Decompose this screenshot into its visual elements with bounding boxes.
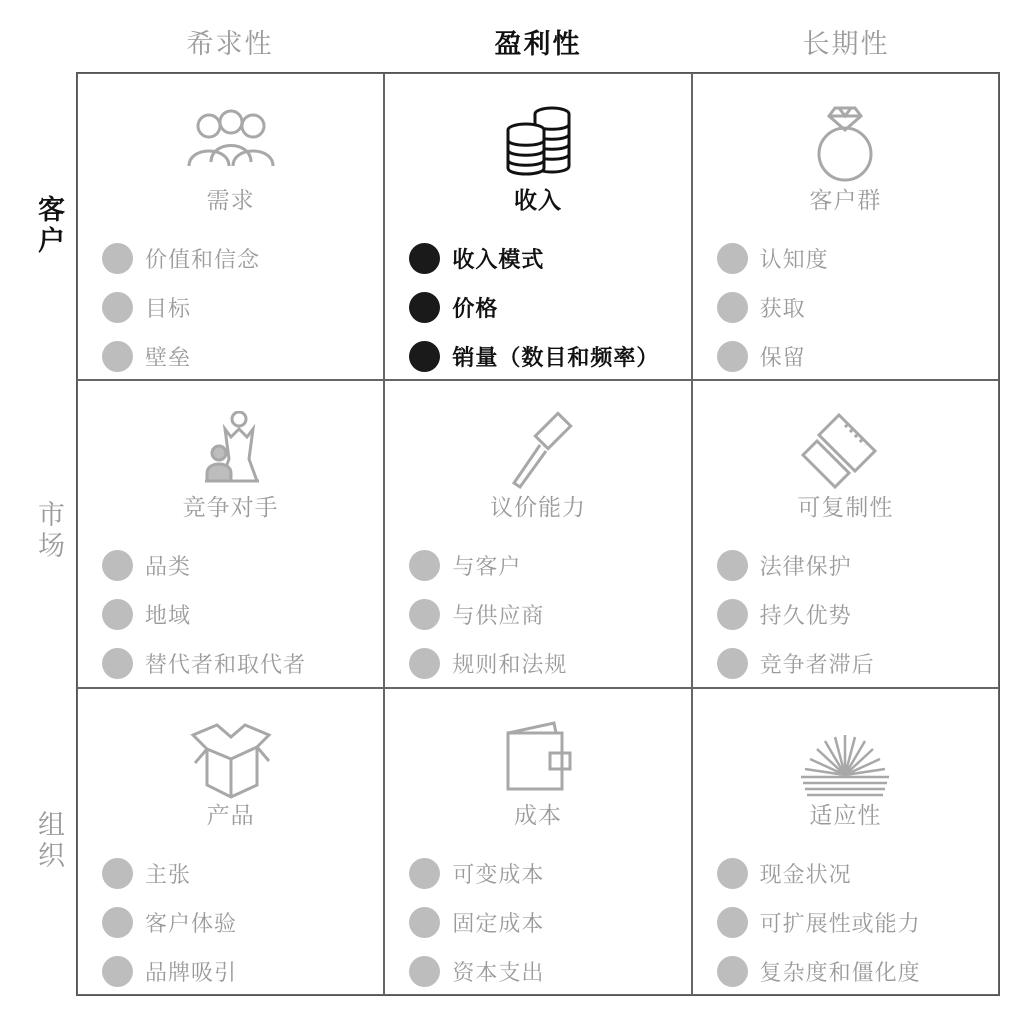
wallet-icon bbox=[488, 719, 588, 799]
bullet-dot bbox=[717, 292, 748, 323]
cell-demand bbox=[77, 73, 384, 380]
bullet-dot bbox=[102, 907, 133, 938]
chess-pieces-icon bbox=[181, 411, 281, 491]
list-item: 复杂度和僵化度 bbox=[717, 947, 921, 996]
bullet-dot bbox=[717, 550, 748, 581]
list-item: 销量（数目和频率） bbox=[409, 332, 659, 381]
list-item: 目标 bbox=[102, 283, 260, 332]
bullet-dot bbox=[717, 648, 748, 679]
bullet-dot bbox=[717, 858, 748, 889]
bullet-dot bbox=[102, 341, 133, 372]
bullet-dot bbox=[102, 243, 133, 274]
bullet-dot bbox=[409, 341, 440, 372]
list-item: 认知度 bbox=[717, 234, 829, 283]
bullet-dot bbox=[409, 599, 440, 630]
cell-title: 竞争对手 bbox=[182, 495, 279, 522]
cell-title: 适应性 bbox=[809, 802, 882, 829]
list-item: 资本支出 bbox=[409, 947, 544, 996]
row-header-market: 市场 bbox=[33, 500, 64, 562]
bullet-dot bbox=[409, 648, 440, 679]
cell-title: 可复制性 bbox=[797, 495, 894, 522]
cell-product bbox=[77, 688, 384, 995]
cell-title: 议价能力 bbox=[489, 495, 586, 522]
cell-adaptability bbox=[692, 688, 999, 995]
bullet-dot bbox=[717, 907, 748, 938]
bullet-dot bbox=[409, 243, 440, 274]
bullet-dot bbox=[102, 648, 133, 679]
bullet-dot bbox=[409, 550, 440, 581]
row-header-organization: 组织 bbox=[33, 810, 64, 872]
list-item: 替代者和取代者 bbox=[102, 639, 306, 688]
coin-stack-icon bbox=[488, 104, 588, 184]
bullet-dot bbox=[102, 599, 133, 630]
list-item: 价值和信念 bbox=[102, 234, 260, 283]
list-item: 竞争者滞后 bbox=[717, 639, 875, 688]
list-item: 品类 bbox=[102, 541, 306, 590]
list-item: 获取 bbox=[717, 283, 829, 332]
people-group-icon bbox=[181, 104, 281, 184]
list-item: 收入模式 bbox=[409, 234, 659, 283]
bullet-dot bbox=[717, 956, 748, 987]
column-header-longevity: 长期性 bbox=[802, 29, 890, 60]
cell-replicability bbox=[692, 380, 999, 687]
bullet-dot bbox=[409, 956, 440, 987]
list-item: 地域 bbox=[102, 590, 306, 639]
column-header-profitability: 盈利性 bbox=[494, 29, 582, 60]
list-item: 可变成本 bbox=[409, 849, 544, 898]
list-item: 法律保护 bbox=[717, 541, 875, 590]
bullet-dot bbox=[717, 599, 748, 630]
diamond-ring-icon bbox=[795, 104, 895, 184]
list-item: 主张 bbox=[102, 849, 237, 898]
copy-shapes-icon bbox=[795, 411, 895, 491]
bullet-dot bbox=[102, 858, 133, 889]
cell-cost bbox=[384, 688, 691, 995]
bullet-dot bbox=[717, 243, 748, 274]
list-item: 持久优势 bbox=[717, 590, 875, 639]
bullet-dot bbox=[102, 292, 133, 323]
cell-title: 产品 bbox=[206, 802, 255, 829]
cell-bargaining-power bbox=[384, 380, 691, 687]
gavel-icon bbox=[488, 411, 588, 491]
cell-title: 需求 bbox=[206, 188, 255, 214]
list-item: 保留 bbox=[717, 332, 829, 381]
cell-revenue bbox=[384, 73, 691, 380]
sunburst-icon bbox=[795, 719, 895, 799]
strategy-grid bbox=[76, 72, 1000, 996]
list-item: 可扩展性或能力 bbox=[717, 898, 921, 947]
list-item: 规则和法规 bbox=[409, 639, 567, 688]
list-item: 价格 bbox=[409, 283, 659, 332]
bullet-dot bbox=[102, 550, 133, 581]
list-item: 壁垒 bbox=[102, 332, 260, 381]
bullet-dot bbox=[102, 956, 133, 987]
bullet-dot bbox=[717, 341, 748, 372]
list-item: 现金状况 bbox=[717, 849, 921, 898]
list-item: 与供应商 bbox=[409, 590, 567, 639]
open-box-icon bbox=[181, 719, 281, 799]
cell-competitors bbox=[77, 380, 384, 687]
bullet-dot bbox=[409, 858, 440, 889]
list-item: 客户体验 bbox=[102, 898, 237, 947]
bullet-dot bbox=[409, 292, 440, 323]
list-item: 与客户 bbox=[409, 541, 567, 590]
cell-customer-base bbox=[692, 73, 999, 380]
cell-title: 收入 bbox=[513, 188, 562, 214]
list-item: 固定成本 bbox=[409, 898, 544, 947]
cell-title: 客户群 bbox=[809, 188, 882, 214]
row-header-customer: 客户 bbox=[33, 195, 64, 257]
cell-title: 成本 bbox=[513, 802, 562, 829]
list-item: 品牌吸引 bbox=[102, 947, 237, 996]
bullet-dot bbox=[409, 907, 440, 938]
column-header-desirability: 希求性 bbox=[186, 29, 274, 60]
